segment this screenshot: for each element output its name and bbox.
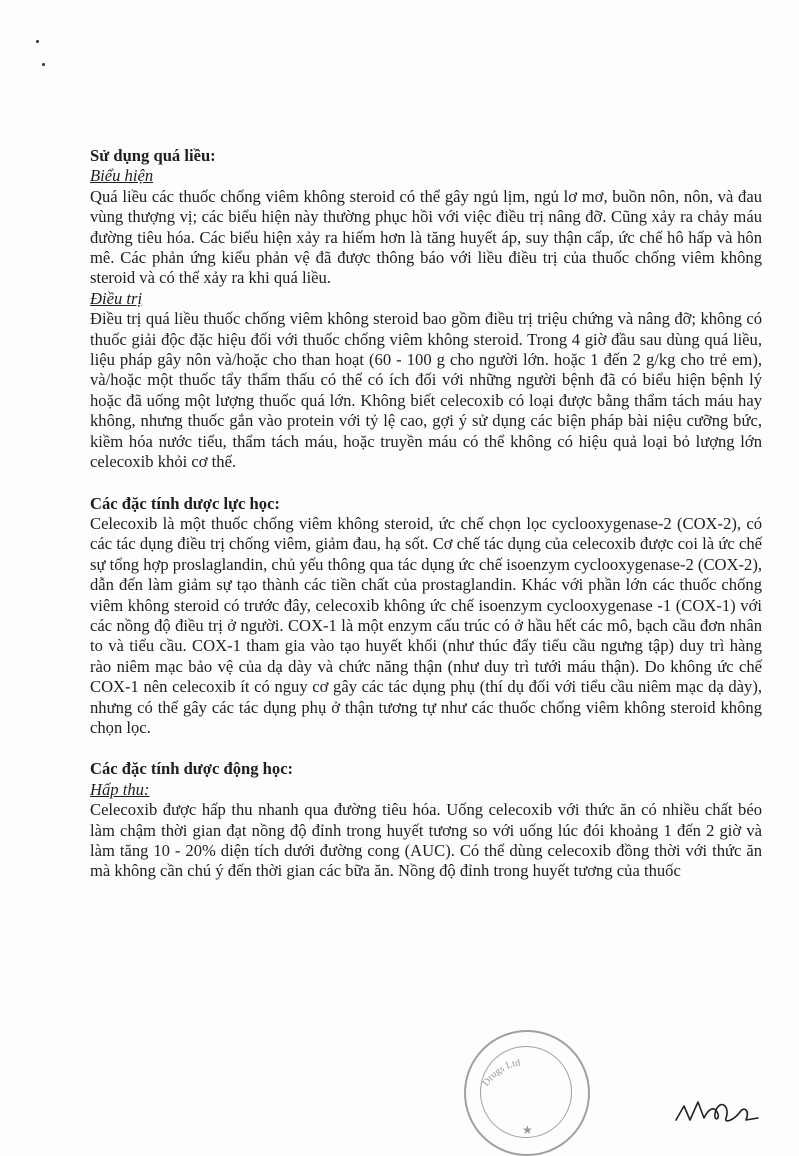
- svg-text:Drugs Ltd: [481, 1058, 521, 1089]
- pharmacodynamics-paragraph: Celecoxib là một thuốc chống viêm không steroid, ức chế chọn lọc cyclooxygenase-2 (COX-2), có các tác dụng điều trị chống viêm, giảm đau, hạ sốt. Cơ chế tác dụng của celecoxib được coi là ức chế sự tổng hợp proslaglandin, chủ yếu thông qua tác dụng ức chế isoenzym cyclooxygenase-2 (COX-2), dẫn đến làm giảm sự tạo thành các tiền chất của prostaglandin. Khác với phần lớn các thuốc chống viêm không steroid có trước đây, celecoxib không ức chế isoenzym cyclooxygenase -1 (COX-1) với các nồng độ điều trị ở người. COX-1 là một enzym cấu trúc có ở hầu hết các mô, bạch cầu đơn nhân to và tiểu cầu. COX-1 tham gia vào tạo huyết khối (như thúc đẩy tiểu cầu ngưng tập) duy trì hàng rào niêm mạc bảo vệ của dạ dày và chức năng thận (như duy trì tưới máu thận). Do không ức chế COX-1 nên celecoxib ít có nguy cơ gây các tác dụng phụ (thí dụ đối với tiểu cầu niêm mạc dạ dày), nhưng có thể gây các tác dụng phụ ở thận tương tự như các thuốc chống viêm không steroid không chọn lọc.: [90, 513, 762, 737]
- scan-speck: [36, 40, 39, 43]
- pharmacokinetics-section: [90, 759, 762, 881]
- signs-paragraph: Quá liều các thuốc chống viêm không steroid có thể gây ngủ lịm, ngủ lơ mơ, buồn nôn, nôn, và đau vùng thượng vị; các biểu hiện này thường phục hồi với việc điều trị nâng đỡ. Cũng xảy ra chảy máu đường tiêu hóa. Các biểu hiện xảy ra hiếm hơn là tăng huyết áp, suy thận cấp, ức chế hô hấp và hôn mê. Các phản ứng kiểu phản vệ đã được thông báo với liều điều trị của thuốc chống viêm không steroid và có thể xảy ra khi quá liều.: [90, 186, 762, 288]
- section-spacer: [90, 738, 762, 759]
- svg-text:★: ★: [522, 1123, 533, 1137]
- absorption-subheading: Hấp thu:: [90, 779, 150, 799]
- overdose-section: [90, 146, 762, 473]
- handwritten-signature: [672, 1090, 762, 1130]
- stamp-lettering: [464, 1030, 586, 1152]
- signs-subheading: Biểu hiện: [90, 166, 154, 186]
- pharmacodynamics-heading: Các đặc tính dược lực học:: [90, 493, 280, 513]
- pharmacokinetics-heading: Các đặc tính dược động học:: [90, 759, 294, 779]
- stamp-text: Drugs Ltd: [480, 1057, 522, 1089]
- pharmacodynamics-section: [90, 494, 762, 739]
- company-stamp: [464, 1030, 590, 1156]
- absorption-paragraph: Celecoxib được hấp thu nhanh qua đường tiêu hóa. Uống celecoxib với thức ăn có nhiều chất béo làm chậm thời gian đạt nồng độ đỉnh trong huyết tương so với uống lúc đói khoảng 1 đến 2 giờ và làm tăng 10 - 20% diện tích dưới đường cong (AUC). Có thể dùng celecoxib đồng thời với thức ăn mà không cần chú ý đến thời gian các bữa ăn. Nồng độ đỉnh trong huyết tương của thuốc: [90, 800, 762, 881]
- treatment-subheading: Điều trị: [90, 288, 143, 308]
- treatment-paragraph: Điều trị quá liều thuốc chống viêm không steroid bao gồm điều trị triệu chứng và nâng đỡ; không có thuốc giải độc đặc hiệu đối với thuốc chống viêm không steroid. Trong 4 giờ đầu sau dùng quá liều, liệu pháp gây nôn và/hoặc cho than hoạt (60 - 100 g cho người lớn. hoặc 1 đến 2 g/kg cho trẻ em), và/hoặc một thuốc tẩy thẩm thấu có thể có ích đối với những người bệnh đã có biểu hiện bệnh lý hoặc đã uống một lượng thuốc quá lớn. Không biết celecoxib có loại được bằng thẩm tách máu hay không, nhưng thuốc gắn vào protein với tỷ lệ cao, gợi ý sử dụng các biện pháp bài niệu cưỡng bức, kiềm hóa nước tiểu, thẩm tách máu, hoặc truyền máu có thể không có hiệu quả loại bỏ lượng lớn celecoxib khỏi cơ thể.: [90, 309, 762, 472]
- scan-speck: [42, 63, 45, 66]
- overdose-heading: Sử dụng quá liều:: [90, 146, 216, 165]
- document-body: [90, 146, 762, 882]
- section-spacer: [90, 473, 762, 494]
